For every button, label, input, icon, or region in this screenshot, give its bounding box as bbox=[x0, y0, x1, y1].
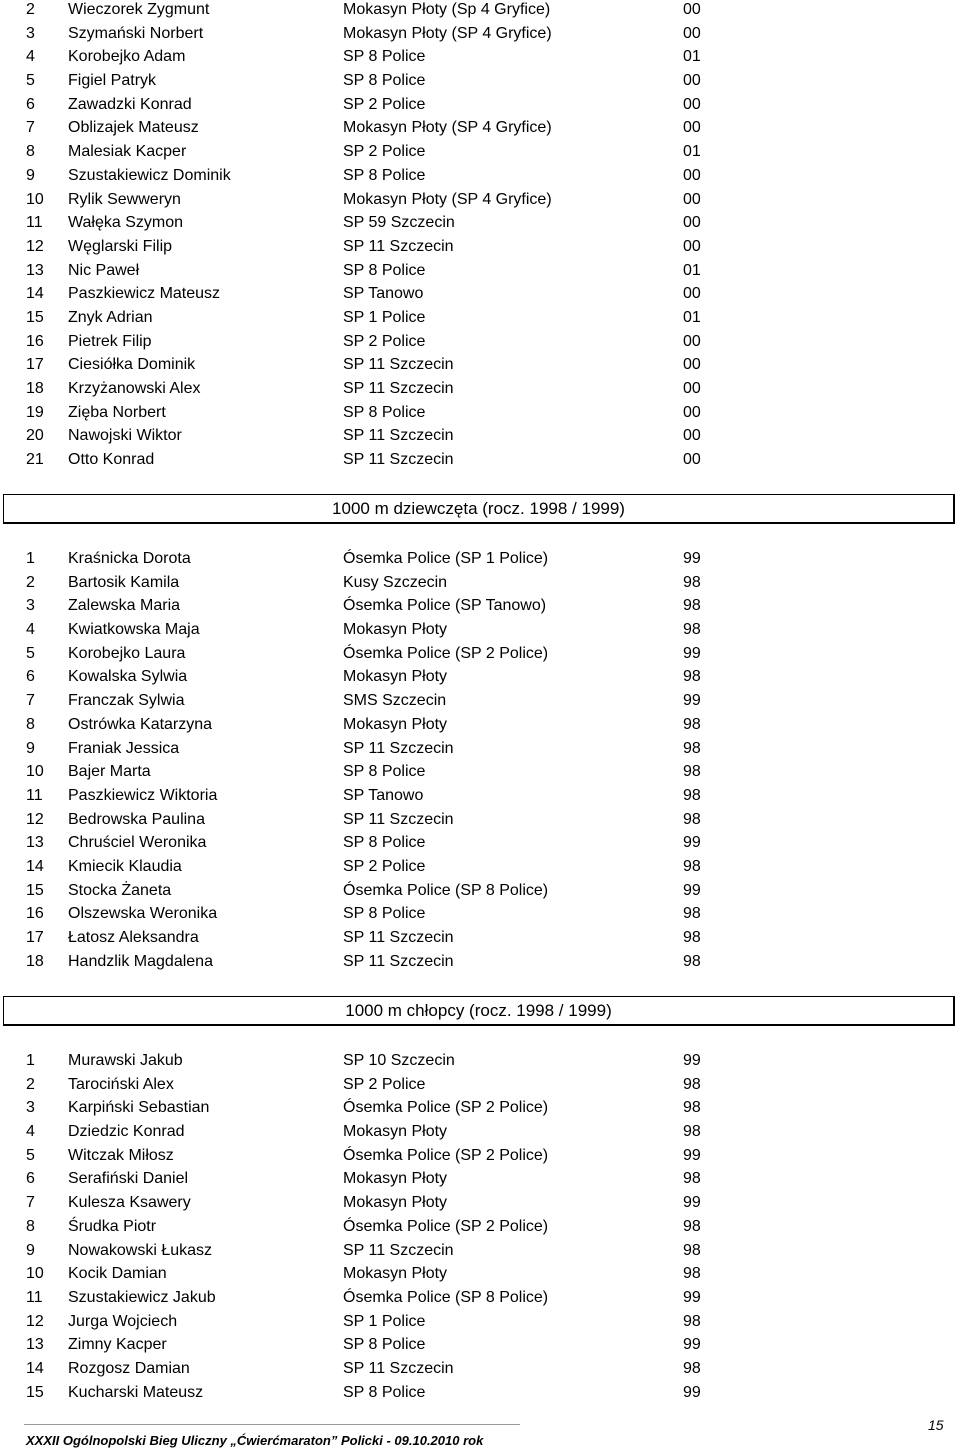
athlete-name: Zawadzki Konrad bbox=[68, 95, 192, 113]
club-name: Ósemka Police (SP 8 Police) bbox=[343, 881, 549, 899]
athlete-name: Paszkiewicz Mateusz bbox=[68, 285, 221, 303]
place-number: 7 bbox=[26, 1194, 35, 1212]
birth-year: 00 bbox=[683, 237, 701, 255]
club-name: SP 1 Police bbox=[343, 308, 426, 326]
page-number: 15 bbox=[928, 1417, 944, 1433]
club-name: Ósemka Police (SP 8 Police) bbox=[343, 1288, 549, 1306]
place-number: 10 bbox=[26, 1265, 44, 1283]
athlete-name: Ciesiółka Dominik bbox=[68, 356, 196, 374]
place-number: 18 bbox=[26, 380, 44, 397]
athlete-name: Malesiak Kacper bbox=[68, 143, 187, 161]
birth-year: 98 bbox=[683, 952, 701, 970]
club-name: SP 8 Police bbox=[343, 403, 426, 421]
place-number: 17 bbox=[26, 356, 44, 374]
place-number: 1 bbox=[26, 1052, 35, 1069]
table-row bbox=[0, 808, 960, 832]
birth-year: 99 bbox=[683, 1194, 701, 1212]
table-row bbox=[0, 401, 960, 425]
place-number: 19 bbox=[26, 403, 44, 421]
table-row bbox=[0, 69, 960, 93]
birth-year: 00 bbox=[683, 190, 701, 208]
club-name: SP 8 Police bbox=[343, 72, 426, 90]
club-name: SP 11 Szczecin bbox=[343, 380, 454, 397]
birth-year: 01 bbox=[683, 308, 701, 326]
birth-year: 99 bbox=[683, 881, 701, 899]
club-name: Ósemka Police (SP 2 Police) bbox=[343, 644, 549, 662]
place-number: 8 bbox=[26, 715, 35, 733]
club-name: Mokasyn Płoty (SP 4 Gryfice) bbox=[343, 24, 552, 42]
birth-year: 00 bbox=[683, 403, 701, 421]
club-name: Mokasyn Płoty bbox=[343, 621, 448, 639]
club-name: SP 1 Police bbox=[343, 1312, 426, 1330]
athlete-name: Tarociński Alex bbox=[68, 1075, 174, 1093]
table-row bbox=[0, 665, 960, 689]
section-header-boys bbox=[3, 996, 955, 1026]
table-row bbox=[0, 571, 960, 595]
club-name: SP 8 Police bbox=[343, 1383, 426, 1401]
table-row bbox=[0, 282, 960, 306]
birth-year: 00 bbox=[683, 166, 701, 184]
club-name: Mokasyn Płoty (SP 4 Gryfice) bbox=[343, 190, 552, 208]
birth-year: 00 bbox=[683, 24, 701, 42]
table-row bbox=[0, 855, 960, 879]
birth-year: 00 bbox=[683, 285, 701, 303]
birth-year: 98 bbox=[683, 739, 701, 757]
table-row bbox=[0, 1167, 960, 1191]
club-name: Ósemka Police (SP 2 Police) bbox=[343, 1099, 549, 1117]
place-number: 14 bbox=[26, 857, 44, 875]
club-name: Mokasyn Płoty bbox=[343, 1170, 448, 1188]
birth-year: 98 bbox=[683, 810, 701, 828]
place-number: 11 bbox=[26, 1288, 43, 1306]
table-row bbox=[0, 330, 960, 354]
place-number: 7 bbox=[26, 119, 35, 137]
table-row bbox=[0, 784, 960, 808]
table-row bbox=[0, 116, 960, 140]
table-row bbox=[0, 1191, 960, 1215]
place-number: 12 bbox=[26, 810, 44, 828]
table-row bbox=[0, 1049, 960, 1073]
club-name: SP 8 Police bbox=[343, 48, 426, 66]
athlete-name: Kmiecik Klaudia bbox=[68, 857, 182, 875]
results-list-top bbox=[0, 0, 960, 472]
athlete-name: Wieczorek Zygmunt bbox=[68, 1, 210, 18]
birth-year: 98 bbox=[683, 1075, 701, 1093]
athlete-name: Jurga Wojciech bbox=[68, 1312, 178, 1330]
athlete-name: Kulesza Ksawery bbox=[68, 1194, 191, 1212]
birth-year: 98 bbox=[683, 1359, 701, 1377]
birth-year: 98 bbox=[683, 715, 701, 733]
club-name: SP 11 Szczecin bbox=[343, 952, 454, 970]
table-row bbox=[0, 950, 960, 974]
athlete-name: Oblizajek Mateusz bbox=[68, 119, 199, 137]
place-number: 7 bbox=[26, 692, 35, 710]
birth-year: 00 bbox=[683, 1, 701, 18]
athlete-name: Bartosik Kamila bbox=[68, 573, 180, 591]
place-number: 3 bbox=[26, 24, 35, 42]
place-number: 12 bbox=[26, 237, 44, 255]
table-row bbox=[0, 760, 960, 784]
athlete-name: Nowakowski Łukasz bbox=[68, 1241, 213, 1259]
birth-year: 98 bbox=[683, 1170, 701, 1188]
club-name: Kusy Szczecin bbox=[343, 573, 448, 591]
athlete-name: Kocik Damian bbox=[68, 1265, 167, 1283]
place-number: 1 bbox=[26, 550, 35, 567]
club-name: Ósemka Police (SP Tanowo) bbox=[343, 597, 547, 615]
results-list-boys bbox=[0, 1049, 960, 1404]
club-name: Mokasyn Płoty bbox=[343, 715, 448, 733]
place-number: 11 bbox=[26, 786, 43, 804]
place-number: 14 bbox=[26, 285, 44, 303]
athlete-name: Szymański Norbert bbox=[68, 24, 204, 42]
table-row bbox=[0, 211, 960, 235]
table-row bbox=[0, 0, 960, 22]
athlete-name: Serafiński Daniel bbox=[68, 1170, 189, 1188]
birth-year: 00 bbox=[683, 451, 701, 469]
athlete-name: Witczak Miłosz bbox=[68, 1146, 174, 1164]
footer-divider bbox=[24, 1424, 520, 1425]
place-number: 2 bbox=[26, 1075, 35, 1093]
place-number: 9 bbox=[26, 1241, 35, 1259]
athlete-name: Handzlik Magdalena bbox=[68, 952, 213, 970]
club-name: SP 11 Szczecin bbox=[343, 237, 454, 255]
birth-year: 98 bbox=[683, 597, 701, 615]
athlete-name: Figiel Patryk bbox=[68, 72, 157, 90]
athlete-name: Otto Konrad bbox=[68, 451, 155, 469]
place-number: 15 bbox=[26, 881, 44, 899]
club-name: SP 2 Police bbox=[343, 332, 426, 350]
athlete-name: Murawski Jakub bbox=[68, 1052, 183, 1069]
club-name: Mokasyn Płoty (Sp 4 Gryfice) bbox=[343, 1, 551, 18]
birth-year: 98 bbox=[683, 1312, 701, 1330]
club-name: SP 2 Police bbox=[343, 143, 426, 161]
table-row bbox=[0, 642, 960, 666]
athlete-name: Kwiatkowska Maja bbox=[68, 621, 200, 639]
club-name: SP 8 Police bbox=[343, 905, 426, 923]
club-name: SP 8 Police bbox=[343, 261, 426, 279]
place-number: 18 bbox=[26, 952, 44, 970]
athlete-name: Franiak Jessica bbox=[68, 739, 180, 757]
athlete-name: Szustakiewicz Jakub bbox=[68, 1288, 216, 1306]
club-name: Ósemka Police (SP 1 Police) bbox=[343, 550, 549, 567]
athlete-name: Krzyżanowski Alex bbox=[68, 380, 201, 397]
birth-year: 98 bbox=[683, 763, 701, 781]
club-name: Mokasyn Płoty bbox=[343, 1123, 448, 1141]
birth-year: 98 bbox=[683, 857, 701, 875]
table-row bbox=[0, 618, 960, 642]
athlete-name: Karpiński Sebastian bbox=[68, 1099, 210, 1117]
place-number: 6 bbox=[26, 668, 35, 686]
place-number: 21 bbox=[26, 451, 44, 469]
footer-event-title: XXXII Ogólnopolski Bieg Uliczny „Ćwierćmaraton” Policki - 09.10.2010 rok bbox=[26, 1433, 484, 1448]
table-row bbox=[0, 1239, 960, 1263]
club-name: Mokasyn Płoty bbox=[343, 668, 448, 686]
table-row bbox=[0, 377, 960, 401]
athlete-name: Chruściel Weronika bbox=[68, 834, 207, 852]
birth-year: 00 bbox=[683, 356, 701, 374]
table-row bbox=[0, 831, 960, 855]
club-name: SP 11 Szczecin bbox=[343, 356, 454, 374]
place-number: 5 bbox=[26, 644, 35, 662]
table-row bbox=[0, 1310, 960, 1334]
table-row bbox=[0, 879, 960, 903]
place-number: 10 bbox=[26, 190, 44, 208]
section-header-girls bbox=[3, 494, 955, 524]
birth-year: 99 bbox=[683, 1146, 701, 1164]
table-row bbox=[0, 926, 960, 950]
place-number: 12 bbox=[26, 1312, 44, 1330]
birth-year: 98 bbox=[683, 573, 701, 591]
place-number: 13 bbox=[26, 1336, 44, 1354]
birth-year: 00 bbox=[683, 427, 701, 445]
athlete-name: Ostrówka Katarzyna bbox=[68, 715, 213, 733]
athlete-name: Korobejko Adam bbox=[68, 48, 186, 66]
birth-year: 99 bbox=[683, 834, 701, 852]
place-number: 9 bbox=[26, 166, 35, 184]
table-row bbox=[0, 164, 960, 188]
athlete-name: Węglarski Filip bbox=[68, 237, 173, 255]
club-name: Ósemka Police (SP 2 Police) bbox=[343, 1146, 549, 1164]
place-number: 8 bbox=[26, 143, 35, 161]
table-row bbox=[0, 93, 960, 117]
birth-year: 98 bbox=[683, 1241, 701, 1259]
table-row bbox=[0, 22, 960, 46]
athlete-name: Zimny Kacper bbox=[68, 1336, 167, 1354]
birth-year: 00 bbox=[683, 119, 701, 137]
athlete-name: Olszewska Weronika bbox=[68, 905, 218, 923]
birth-year: 00 bbox=[683, 72, 701, 90]
table-row bbox=[0, 1120, 960, 1144]
athlete-name: Korobejko Laura bbox=[68, 644, 186, 662]
club-name: SP 11 Szczecin bbox=[343, 739, 454, 757]
place-number: 11 bbox=[26, 214, 43, 232]
table-row bbox=[0, 902, 960, 926]
section-title: 1000 m dziewczęta (rocz. 1998 / 1999) bbox=[332, 499, 625, 518]
club-name: SP 11 Szczecin bbox=[343, 929, 454, 946]
table-row bbox=[0, 448, 960, 472]
table-row bbox=[0, 594, 960, 618]
athlete-name: Śrudka Piotr bbox=[68, 1217, 157, 1235]
table-row bbox=[0, 235, 960, 259]
place-number: 2 bbox=[26, 1, 35, 18]
athlete-name: Bedrowska Paulina bbox=[68, 810, 205, 828]
athlete-name: Franczak Sylwia bbox=[68, 692, 185, 710]
birth-year: 98 bbox=[683, 1099, 701, 1117]
table-row bbox=[0, 547, 960, 571]
club-name: SP 8 Police bbox=[343, 763, 426, 781]
table-row bbox=[0, 1096, 960, 1120]
club-name: SP Tanowo bbox=[343, 285, 424, 303]
birth-year: 99 bbox=[683, 1052, 701, 1069]
athlete-name: Paszkiewicz Wiktoria bbox=[68, 786, 218, 804]
table-row bbox=[0, 689, 960, 713]
athlete-name: Dziedzic Konrad bbox=[68, 1123, 185, 1141]
club-name: SP 11 Szczecin bbox=[343, 1359, 454, 1377]
place-number: 8 bbox=[26, 1217, 35, 1235]
place-number: 6 bbox=[26, 95, 35, 113]
birth-year: 98 bbox=[683, 1265, 701, 1283]
birth-year: 01 bbox=[683, 261, 701, 279]
athlete-name: Bajer Marta bbox=[68, 763, 151, 781]
place-number: 4 bbox=[26, 621, 35, 639]
place-number: 16 bbox=[26, 332, 44, 350]
athlete-name: Zalewska Maria bbox=[68, 597, 181, 615]
place-number: 6 bbox=[26, 1170, 35, 1188]
birth-year: 98 bbox=[683, 786, 701, 804]
birth-year: 98 bbox=[683, 668, 701, 686]
club-name: SP 8 Police bbox=[343, 166, 426, 184]
athlete-name: Zięba Norbert bbox=[68, 403, 166, 421]
athlete-name: Kraśnicka Dorota bbox=[68, 550, 191, 567]
table-row bbox=[0, 1333, 960, 1357]
club-name: SP 11 Szczecin bbox=[343, 451, 454, 469]
birth-year: 00 bbox=[683, 95, 701, 113]
place-number: 5 bbox=[26, 72, 35, 90]
table-row bbox=[0, 1073, 960, 1097]
club-name: SP 59 Szczecin bbox=[343, 214, 455, 232]
place-number: 3 bbox=[26, 1099, 35, 1117]
athlete-name: Rylik Sewweryn bbox=[68, 190, 181, 208]
club-name: Mokasyn Płoty bbox=[343, 1194, 448, 1212]
athlete-name: Pietrek Filip bbox=[68, 332, 152, 350]
place-number: 10 bbox=[26, 763, 44, 781]
club-name: SP 2 Police bbox=[343, 1075, 426, 1093]
birth-year: 99 bbox=[683, 1336, 701, 1354]
athlete-name: Stocka Żaneta bbox=[68, 881, 172, 899]
place-number: 13 bbox=[26, 834, 44, 852]
athlete-name: Szustakiewicz Dominik bbox=[68, 166, 231, 184]
table-row bbox=[0, 188, 960, 212]
place-number: 13 bbox=[26, 261, 44, 279]
athlete-name: Wałęka Szymon bbox=[68, 214, 183, 232]
table-row bbox=[0, 424, 960, 448]
place-number: 14 bbox=[26, 1359, 44, 1377]
table-row bbox=[0, 713, 960, 737]
place-number: 17 bbox=[26, 929, 44, 946]
place-number: 5 bbox=[26, 1146, 35, 1164]
club-name: SP 2 Police bbox=[343, 857, 426, 875]
birth-year: 99 bbox=[683, 1288, 701, 1306]
athlete-name: Znyk Adrian bbox=[68, 308, 153, 326]
place-number: 4 bbox=[26, 48, 35, 66]
athlete-name: Nic Paweł bbox=[68, 261, 140, 279]
club-name: SP 11 Szczecin bbox=[343, 427, 454, 445]
club-name: SP 8 Police bbox=[343, 834, 426, 852]
athlete-name: Łatosz Aleksandra bbox=[68, 929, 199, 946]
club-name: SP 8 Police bbox=[343, 1336, 426, 1354]
birth-year: 01 bbox=[683, 143, 701, 161]
table-row bbox=[0, 140, 960, 164]
club-name: SP 10 Szczecin bbox=[343, 1052, 455, 1069]
table-row bbox=[0, 259, 960, 283]
section-title: 1000 m chłopcy (rocz. 1998 / 1999) bbox=[345, 1001, 612, 1020]
place-number: 20 bbox=[26, 427, 44, 445]
athlete-name: Rozgosz Damian bbox=[68, 1359, 190, 1377]
birth-year: 98 bbox=[683, 929, 701, 946]
table-row bbox=[0, 1262, 960, 1286]
club-name: SP 11 Szczecin bbox=[343, 810, 454, 828]
table-row bbox=[0, 306, 960, 330]
results-list-girls bbox=[0, 547, 960, 973]
place-number: 9 bbox=[26, 739, 35, 757]
birth-year: 99 bbox=[683, 550, 701, 567]
table-row bbox=[0, 45, 960, 69]
club-name: SP Tanowo bbox=[343, 786, 424, 804]
birth-year: 98 bbox=[683, 1217, 701, 1235]
birth-year: 98 bbox=[683, 621, 701, 639]
place-number: 2 bbox=[26, 573, 35, 591]
birth-year: 98 bbox=[683, 1123, 701, 1141]
club-name: Ósemka Police (SP 2 Police) bbox=[343, 1217, 549, 1235]
table-row bbox=[0, 1215, 960, 1239]
place-number: 16 bbox=[26, 905, 44, 923]
club-name: Mokasyn Płoty (SP 4 Gryfice) bbox=[343, 119, 552, 137]
place-number: 15 bbox=[26, 1383, 44, 1401]
birth-year: 99 bbox=[683, 644, 701, 662]
birth-year: 99 bbox=[683, 1383, 701, 1401]
athlete-name: Kucharski Mateusz bbox=[68, 1383, 204, 1401]
club-name: SP 11 Szczecin bbox=[343, 1241, 454, 1259]
place-number: 4 bbox=[26, 1123, 35, 1141]
club-name: Mokasyn Płoty bbox=[343, 1265, 448, 1283]
table-row bbox=[0, 737, 960, 761]
table-row bbox=[0, 353, 960, 377]
athlete-name: Kowalska Sylwia bbox=[68, 668, 188, 686]
birth-year: 01 bbox=[683, 48, 701, 66]
club-name: SMS Szczecin bbox=[343, 692, 447, 710]
birth-year: 99 bbox=[683, 692, 701, 710]
birth-year: 00 bbox=[683, 380, 701, 397]
table-row bbox=[0, 1357, 960, 1381]
table-row bbox=[0, 1381, 960, 1405]
club-name: SP 2 Police bbox=[343, 95, 426, 113]
athlete-name: Nawojski Wiktor bbox=[68, 427, 182, 445]
table-row bbox=[0, 1144, 960, 1168]
birth-year: 00 bbox=[683, 332, 701, 350]
birth-year: 00 bbox=[683, 214, 701, 232]
table-row bbox=[0, 1286, 960, 1310]
place-number: 3 bbox=[26, 597, 35, 615]
birth-year: 98 bbox=[683, 905, 701, 923]
place-number: 15 bbox=[26, 308, 44, 326]
